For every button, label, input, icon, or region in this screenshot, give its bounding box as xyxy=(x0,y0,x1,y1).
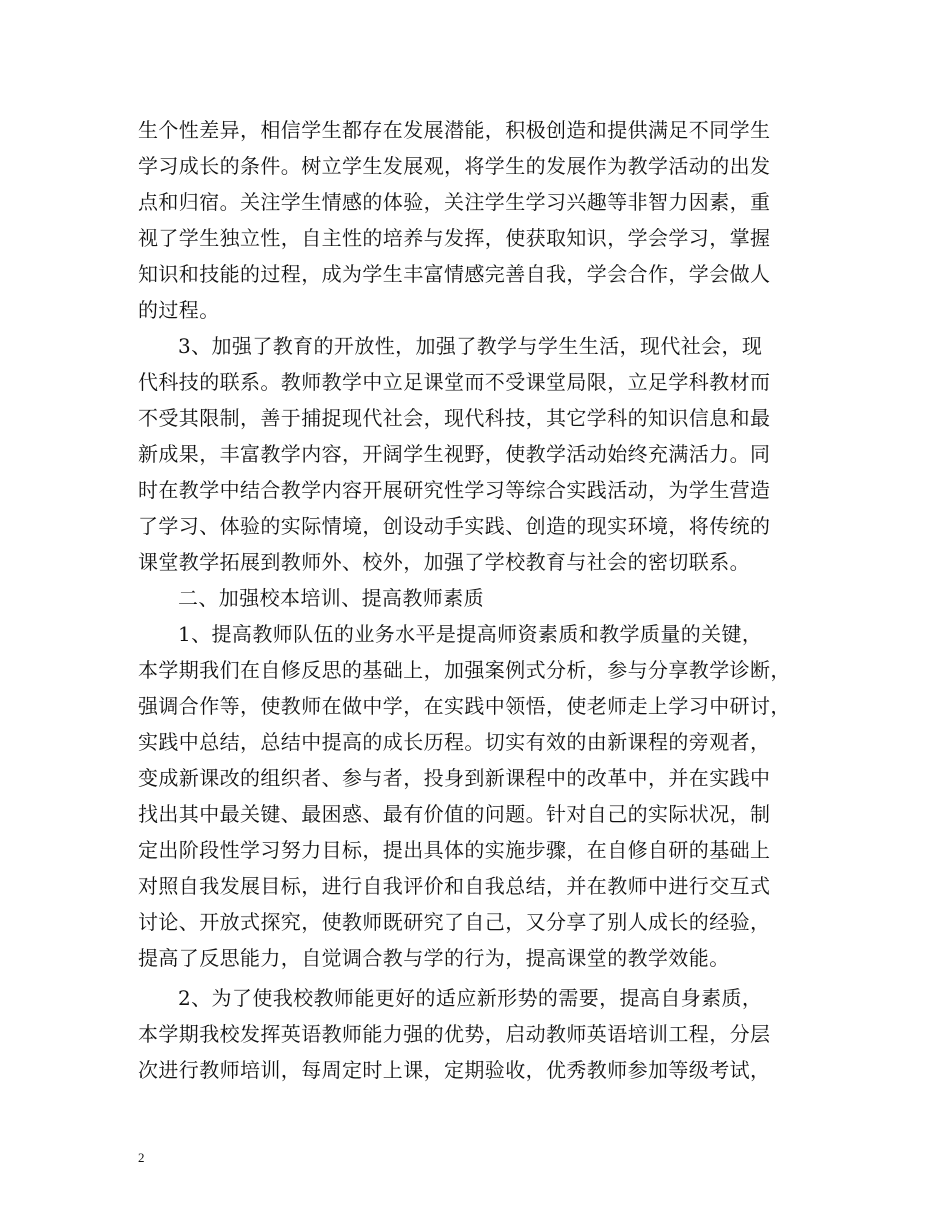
text-line: 定出阶段性学习努力目标，提出具体的实施步骤，在自修自研的基础上 xyxy=(138,838,771,862)
text-line: 本学期我校发挥英语教师能力强的优势，启动教师英语培训工程，分层 xyxy=(138,1022,771,1046)
paragraph-start-line: 3、加强了教育的开放性，加强了教学与学生生活，现代社会，现 xyxy=(178,334,763,358)
text-line: 讨论、开放式探究，使教师既研究了自己，又分享了别人成长的经验， xyxy=(138,910,771,934)
text-line: 对照自我发展目标，进行自我评价和自我总结，并在教师中进行交互式 xyxy=(138,874,771,898)
text-line: 强调合作等，使教师在做中学，在实践中领悟，使老师走上学习中研讨， xyxy=(138,694,791,718)
paragraph-start-line: 2、为了使我校教师能更好的适应新形势的需要，提高自身素质， xyxy=(178,986,763,1010)
text-line: 实践中总结，总结中提高的成长历程。切实有效的由新课程的旁观者， xyxy=(138,730,771,754)
paragraph-start-line: 1、提高教师队伍的业务水平是提高师资素质和教学质量的关键， xyxy=(178,622,763,646)
text-line: 本学期我们在自修反思的基础上，加强案例式分析，参与分享教学诊断， xyxy=(138,658,791,682)
text-line: 生个性差异，相信学生都存在发展潜能，积极创造和提供满足不同学生 xyxy=(138,118,771,142)
text-line: 知识和技能的过程，成为学生丰富情感完善自我，学会合作，学会做人 xyxy=(138,262,771,286)
text-line: 变成新课改的组织者、参与者，投身到新课程中的改革中，并在实践中 xyxy=(138,766,771,790)
text-line: 的过程。 xyxy=(138,298,220,322)
body-text xyxy=(138,112,818,1088)
text-line: 点和归宿。关注学生情感的体验，关注学生学习兴趣等非智力因素，重 xyxy=(138,190,771,214)
text-line: 了学习、体验的实际情境，创设动手实践、创造的现实环境，将传统的 xyxy=(138,514,771,538)
text-line: 学习成长的条件。树立学生发展观，将学生的发展作为教学活动的出发 xyxy=(138,154,771,178)
page-number: 2 xyxy=(138,1150,145,1165)
text-line: 视了学生独立性，自主性的培养与发挥，使获取知识，学会学习，掌握 xyxy=(138,226,771,250)
text-line: 新成果，丰富教学内容，开阔学生视野，使教学活动始终充满活力。同 xyxy=(138,442,771,466)
text-line: 次进行教师培训，每周定时上课，定期验收，优秀教师参加等级考试， xyxy=(138,1058,771,1082)
text-line: 课堂教学拓展到教师外、校外，加强了学校教育与社会的密切联系。 xyxy=(138,550,750,574)
text-line: 提高了反思能力，自觉调合教与学的行为，提高课堂的教学效能。 xyxy=(138,946,730,970)
text-line: 代科技的联系。教师教学中立足课堂而不受课堂局限，立足学科教材而 xyxy=(138,370,771,394)
section-heading: 二、加强校本培训、提高教师素质 xyxy=(178,586,484,610)
text-line: 找出其中最关键、最困惑、最有价值的问题。针对自己的实际状况，制 xyxy=(138,802,771,826)
text-line: 不受其限制，善于捕捉现代社会，现代科技，其它学科的知识信息和最 xyxy=(138,406,771,430)
text-line: 时在教学中结合教学内容开展研究性学习等综合实践活动，为学生营造 xyxy=(138,478,771,502)
